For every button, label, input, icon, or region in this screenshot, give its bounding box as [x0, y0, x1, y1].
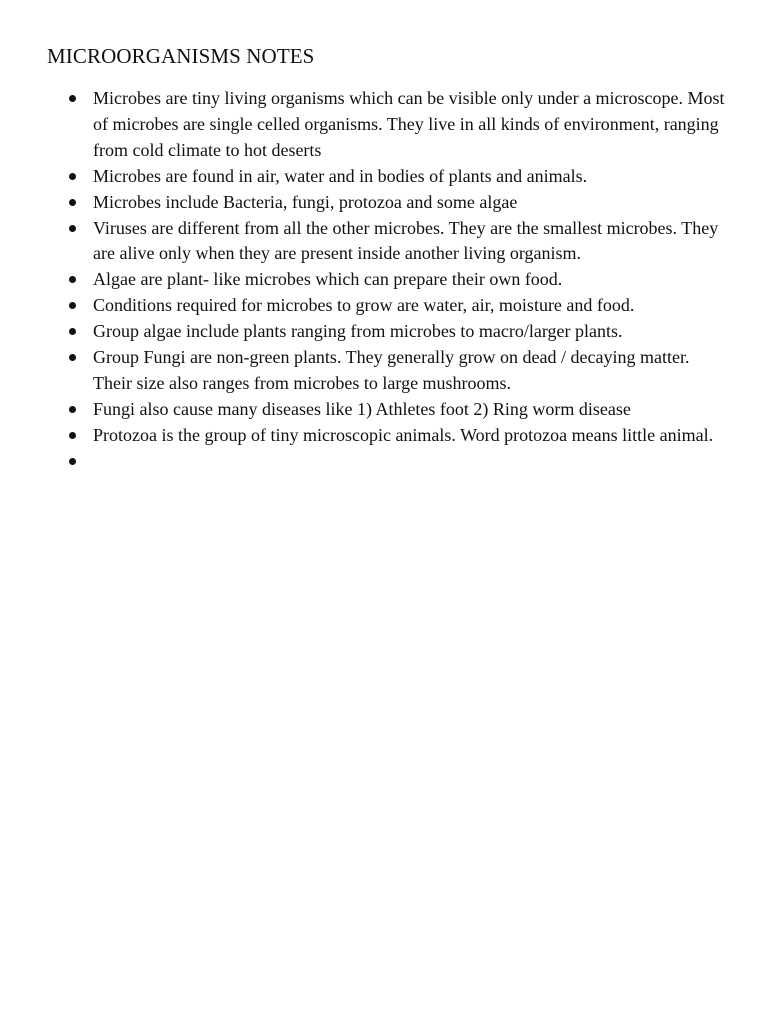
list-item: [0, 397, 768, 423]
bullet-icon: [69, 458, 76, 465]
bullet-icon: [69, 432, 76, 439]
note-text: Microbes are found in air, water and in bodies of plants and animals.: [93, 165, 588, 186]
note-text: Group Fungi are non-green plants. They generally grow on dead / decaying matter. Their size also ranges from microbes to large mushrooms.: [93, 347, 690, 393]
list-item: [0, 345, 768, 397]
bullet-icon: [69, 276, 76, 283]
bullet-icon: [69, 95, 76, 102]
note-text: Algae are plant- like microbes which can prepare their own food.: [93, 269, 563, 290]
note-text: Microbes are tiny living organisms which can be visible only under a microscope. Most of microbes are single celled organisms. They live in all kinds of environment, ranging from cold climate to hot deserts: [93, 88, 725, 160]
list-item: [0, 86, 768, 164]
bullet-icon: [69, 406, 76, 413]
list-item: [0, 190, 768, 216]
note-text: Group algae include plants ranging from microbes to macro/larger plants.: [93, 321, 623, 342]
note-text: Microbes include Bacteria, fungi, protozoa and some algae: [93, 191, 518, 212]
list-item-empty: [0, 449, 768, 475]
note-text: [93, 449, 728, 475]
note-text: Protozoa is the group of tiny microscopic animals. Word protozoa means little animal.: [93, 424, 714, 445]
list-item: [0, 267, 768, 293]
bullet-icon: [69, 199, 76, 206]
bullet-icon: [69, 173, 76, 180]
list-item: [0, 164, 768, 190]
document-title: MICROORGANISMS NOTES: [47, 44, 315, 68]
bullet-icon: [69, 328, 76, 335]
note-text: Viruses are different from all the other microbes. They are the smallest microbes. They are alive only when they are present inside another living organism.: [93, 217, 719, 264]
bullet-icon: [69, 225, 76, 232]
list-item: [0, 216, 768, 268]
bullet-icon: [69, 302, 76, 309]
bullet-icon: [69, 354, 76, 361]
list-item: [0, 423, 768, 449]
list-item: [0, 293, 768, 319]
notes-list: [0, 86, 768, 475]
note-text: Fungi also cause many diseases like 1) Athletes foot 2) Ring worm disease: [93, 398, 631, 419]
list-item: [0, 319, 768, 345]
note-text: Conditions required for microbes to grow are water, air, moisture and food.: [93, 295, 635, 316]
